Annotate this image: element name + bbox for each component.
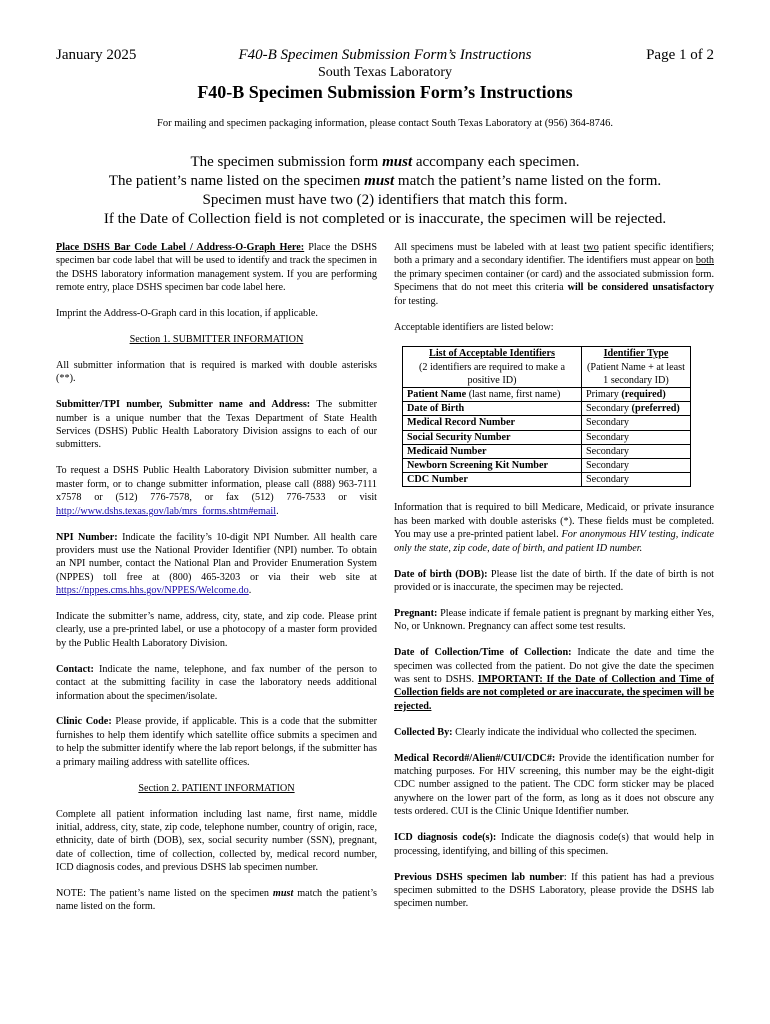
labeling-paragraph: All specimens must be labeled with at least two patient specific identifiers; both a primary and a secondary identifier. The identifiers must appear on both the primary specimen container (or card) and the associated submission form. Specimens that do not meet this criteria will be considered unsatisfactory for testing. — [394, 242, 715, 307]
address-paragraph: Indicate the submitter’s name, address, city, state, and zip code. Please print clearly, use a pre-printed label, or use a photocopy of a master form provided by the Public Health Laboratory Division. — [56, 611, 377, 649]
intro-line-3: Specimen must have two (2) identifiers that match this form. — [202, 192, 568, 208]
table-row — [403, 444, 691, 458]
intro-line-2: The patient’s name listed on the specimen must match the patient’s name listed on the form. — [108, 173, 662, 189]
table-cell-type: Secondary — [582, 473, 691, 487]
s1-required-paragraph: All submitter information that is required is marked with double asterisks (**). — [56, 359, 377, 385]
table-cell-identifier: Date of Birth — [403, 402, 582, 416]
barcode-paragraph: Place DSHS Bar Code Label / Address-O-Graph Here: Place the DSHS specimen bar code label that will be used to identify and track the specimen in the DSHS laboratory information management system. If you are performing remote entry, place DSHS specimen bar code label here. — [56, 242, 377, 294]
collection-date-paragraph: Date of Collection/Time of Collection: Indicate the date and time the specimen was collected from the patient. Do not give the date the specimen was sent to DSHS. IMPORTANT: If the Date of Collection and Time of Collection fields are not completed or are inaccurate, the specimen will be rejected. — [394, 647, 714, 712]
nppes-link[interactable]: https://nppes.cms.hhs.gov/NPPES/Welcome.do — [56, 585, 249, 597]
table-row — [403, 473, 691, 487]
clinic-code-paragraph: Clinic Code: Please provide, if applicable. This is a code that the submitter furnishes to help them identify which satellite office submits a specimen and to help the submitter identify where the lab report belongs, if the submitter has a primary mailing address with satellite offices. — [56, 716, 377, 768]
header-page-number: Page 1 of 2 — [646, 47, 714, 63]
intro-line-1: The specimen submission form must accompany each specimen. — [190, 154, 580, 170]
section-2-heading: Section 2. PATIENT INFORMATION — [138, 782, 295, 794]
page-title: F40-B Specimen Submission Form’s Instructions — [197, 82, 573, 102]
table-header-type: Identifier Type (Patient Name + at least 1 secondary ID) — [582, 347, 691, 388]
identifiers-table — [402, 346, 691, 487]
header-date: January 2025 — [56, 47, 137, 63]
icd-paragraph: ICD diagnosis code(s): Indicate the diagnosis code(s) that would help in processing, identifying, and billing of this specimen. — [394, 832, 714, 857]
table-row — [403, 402, 691, 416]
table-cell-type: Secondary — [582, 430, 691, 444]
submitter-paragraph: Submitter/TPI number, Submitter name and Address: The submitter number is a unique number that the Texas Department of State Health Services (DSHS) Public Health Laboratory Division assigns to each of our submitters. — [56, 399, 377, 451]
right-column — [394, 241, 714, 923]
table-cell-type: Secondary (preferred) — [582, 402, 691, 416]
pregnant-paragraph: Pregnant: Please indicate if female patient is pregnant by marking either Yes, No, or Unknown. Pregnancy can affect some test results. — [394, 607, 714, 633]
mrs-forms-link[interactable]: http://www.dshs.texas.gov/lab/mrs_forms.shtm#email — [56, 505, 277, 517]
collected-by-paragraph: Collected By: Clearly indicate the individual who collected the specimen. — [394, 726, 697, 738]
intro-block — [40, 153, 730, 229]
table-cell-identifier: Social Security Number — [403, 430, 582, 444]
table-cell-identifier: Newborn Screening Kit Number — [403, 459, 582, 473]
header-doc-title: F40-B Specimen Submission Form’s Instructions — [238, 47, 532, 63]
request-paragraph: To request a DSHS Public Health Laboratory Division submitter number, a master form, or to change submitter information, please call (888) 963-7111 x7578 or (512) 776-7578, or fax (512) 776-7533 or visit http://www.dshs.texas.gov/lab/mrs_forms.shtm#email. — [56, 465, 377, 517]
table-cell-type: Primary (required) — [582, 388, 691, 402]
contact-paragraph: Contact: Indicate the name, telephone, and fax number of the person to contact at the submitting facility in case the laboratory needs additional information about the specimen/isolate. — [56, 663, 377, 702]
table-cell-identifier: Patient Name (last name, first name) — [403, 388, 582, 402]
acceptable-paragraph: Acceptable identifiers are listed below: — [394, 321, 554, 333]
table-cell-type: Secondary — [582, 459, 691, 473]
page-header — [56, 47, 714, 65]
previous-specimen-paragraph: Previous DSHS specimen lab number: If this patient has had a previous specimen submitted to the DSHS Laboratory, please provide the DSHS lab specimen number. — [394, 871, 715, 910]
table-row — [403, 459, 691, 473]
table-cell-identifier: CDC Number — [403, 473, 582, 487]
section-1-heading: Section 1. SUBMITTER INFORMATION — [129, 334, 304, 346]
s2-paragraph: Complete all patient information including last name, first name, middle initial, address, city, state, zip code, telephone number, country of origin, race, ethnicity, date of birth (DOB), sex, social security number (SSN), pregnant, date of collection, time of collection, collected by, medical record number, ICD diagnosis codes, and previous DSHS lab specimen number. — [56, 808, 377, 874]
medical-record-paragraph: Medical Record#/Alien#/CUI/CDC#: Provide the identification number for matching purposes. For HIV screening, this number may be the eight-digit CDC number assigned to the patient. The CDC form sticker may be placed anywhere on the lower part of the form, as long as it does not obscure any tests ordered. CUI is the Clinic Unique Identifier number. — [394, 752, 714, 818]
table-header-identifiers: List of Acceptable Identifiers (2 identifiers are required to make a positive ID) — [403, 347, 582, 388]
table-row — [403, 430, 691, 444]
table-row — [403, 388, 691, 402]
table-cell-identifier: Medicaid Number — [403, 444, 582, 458]
contact-line: For mailing and specimen packaging information, please contact South Texas Laboratory at (956) 364-8746. — [157, 118, 613, 129]
table-header-row — [403, 347, 691, 388]
table-cell-type: Secondary — [582, 444, 691, 458]
header-lab-name: South Texas Laboratory — [317, 65, 453, 80]
table-cell-identifier: Medical Record Number — [403, 416, 582, 430]
table-row — [403, 416, 691, 430]
left-column — [56, 241, 377, 926]
table-cell-type: Secondary — [582, 416, 691, 430]
npi-paragraph: NPI Number: Indicate the facility’s 10-digit NPI Number. All health care providers must use the National Provider Identifier (NPI) number. To obtain an NPI number, contact the National Plan and Provider Enumeration System (NPPES) toll free at (800) 465-3203 or via their web site at https://nppes.cms.hhs.gov/NPPES/Welcome.do. — [56, 531, 378, 597]
intro-line-4: If the Date of Collection field is not completed or is inaccurate, the specimen will be rejected. — [103, 211, 667, 227]
dob-paragraph: Date of birth (DOB): Please list the date of birth. If the date of birth is not provided or is inaccurate, the specimen may be rejected. — [394, 568, 714, 593]
note-paragraph: NOTE: The patient’s name listed on the specimen must match the patient’s name listed on the form. — [56, 888, 377, 913]
billing-paragraph: Information that is required to bill Medicare, Medicaid, or private insurance has been marked with double asterisks (*). These fields must be completed. You may use a pre-printed patient label. For anonymous HIV testing, indicate only the state, zip code, date of birth, and patient ID number. — [394, 502, 714, 554]
imprint-paragraph: Imprint the Address-O-Graph card in this location, if applicable. — [56, 308, 318, 320]
